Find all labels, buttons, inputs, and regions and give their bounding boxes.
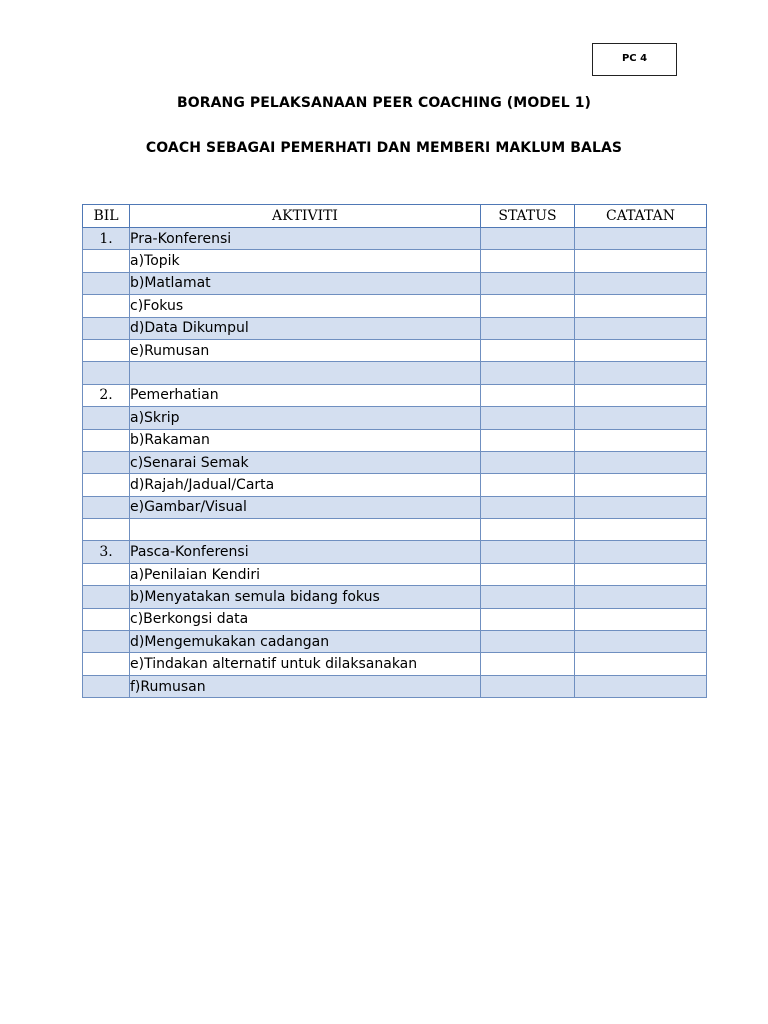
cell-status[interactable] (481, 608, 575, 630)
cell-bil: 2. (83, 384, 130, 406)
table-row (83, 631, 707, 653)
table-row (83, 429, 707, 451)
cell-bil: 1. (83, 228, 130, 250)
header-bil: BIL (83, 205, 130, 228)
cell-status[interactable] (481, 451, 575, 473)
cell-catatan[interactable] (575, 563, 707, 585)
table-row (83, 250, 707, 272)
table-row (83, 541, 707, 563)
cell-bil (83, 563, 130, 585)
table-row (83, 384, 707, 406)
cell-status[interactable] (481, 541, 575, 563)
cell-bil (83, 608, 130, 630)
cell-aktiviti: c)Berkongsi data (130, 608, 481, 630)
table-row (83, 362, 707, 384)
table-row (83, 228, 707, 250)
cell-aktiviti: d)Data Dikumpul (130, 317, 481, 339)
cell-bil (83, 496, 130, 518)
cell-status[interactable] (481, 429, 575, 451)
table-row (83, 653, 707, 675)
cell-status[interactable] (481, 384, 575, 406)
cell-catatan[interactable] (575, 339, 707, 361)
cell-aktiviti: c)Senarai Semak (130, 451, 481, 473)
cell-bil (83, 631, 130, 653)
cell-aktiviti: d)Rajah/Jadual/Carta (130, 474, 481, 496)
form-title: BORANG PELAKSANAAN PEER COACHING (MODEL 1) (176, 95, 592, 111)
cell-bil (83, 295, 130, 317)
cell-aktiviti: e)Gambar/Visual (130, 496, 481, 518)
table-row (83, 608, 707, 630)
cell-bil (83, 451, 130, 473)
cell-aktiviti: b)Matlamat (130, 272, 481, 294)
cell-aktiviti: c)Fokus (130, 295, 481, 317)
table-body (83, 228, 707, 698)
cell-catatan[interactable] (575, 250, 707, 272)
cell-status[interactable] (481, 631, 575, 653)
cell-aktiviti: f)Rumusan (130, 675, 481, 697)
cell-status[interactable] (481, 317, 575, 339)
table-row (83, 586, 707, 608)
cell-status[interactable] (481, 586, 575, 608)
form-subtitle: COACH SEBAGAI PEMERHATI DAN MEMBERI MAKLUM BALAS (145, 140, 623, 156)
cell-catatan[interactable] (575, 474, 707, 496)
header-status: STATUS (481, 205, 575, 228)
cell-status[interactable] (481, 272, 575, 294)
cell-aktiviti: e)Rumusan (130, 339, 481, 361)
cell-bil (83, 250, 130, 272)
table-row (83, 563, 707, 585)
table-row (83, 317, 707, 339)
header-aktiviti: AKTIVITI (130, 205, 481, 228)
cell-bil: 3. (83, 541, 130, 563)
cell-catatan[interactable] (575, 675, 707, 697)
cell-status[interactable] (481, 250, 575, 272)
cell-aktiviti: a)Penilaian Kendiri (130, 563, 481, 585)
cell-aktiviti: a)Skrip (130, 407, 481, 429)
cell-status[interactable] (481, 675, 575, 697)
form-code-box: PC 4 (592, 43, 677, 76)
cell-bil (83, 362, 130, 384)
header-row (83, 205, 707, 228)
cell-catatan[interactable] (575, 362, 707, 384)
cell-bil (83, 586, 130, 608)
table-header (83, 205, 707, 228)
cell-catatan[interactable] (575, 496, 707, 518)
cell-catatan[interactable] (575, 653, 707, 675)
cell-status[interactable] (481, 228, 575, 250)
cell-catatan[interactable] (575, 384, 707, 406)
cell-catatan[interactable] (575, 429, 707, 451)
table-row (83, 295, 707, 317)
cell-catatan[interactable] (575, 272, 707, 294)
cell-bil (83, 653, 130, 675)
cell-status[interactable] (481, 496, 575, 518)
cell-catatan[interactable] (575, 451, 707, 473)
cell-aktiviti: e)Tindakan alternatif untuk dilaksanakan (130, 653, 481, 675)
cell-bil (83, 339, 130, 361)
cell-bil (83, 675, 130, 697)
table-row (83, 407, 707, 429)
table-row (83, 519, 707, 541)
cell-catatan[interactable] (575, 295, 707, 317)
cell-aktiviti: Pemerhatian (130, 384, 481, 406)
cell-aktiviti: b)Menyatakan semula bidang fokus (130, 586, 481, 608)
cell-status[interactable] (481, 474, 575, 496)
cell-status[interactable] (481, 653, 575, 675)
cell-status[interactable] (481, 295, 575, 317)
cell-bil (83, 272, 130, 294)
cell-catatan[interactable] (575, 519, 707, 541)
cell-aktiviti: d)Mengemukakan cadangan (130, 631, 481, 653)
table-row (83, 474, 707, 496)
cell-catatan[interactable] (575, 317, 707, 339)
table-row (83, 496, 707, 518)
cell-status[interactable] (481, 563, 575, 585)
cell-aktiviti (130, 519, 481, 541)
cell-aktiviti: Pra-Konferensi (130, 228, 481, 250)
cell-catatan[interactable] (575, 631, 707, 653)
header-catatan: CATATAN (575, 205, 707, 228)
cell-catatan[interactable] (575, 407, 707, 429)
cell-bil (83, 474, 130, 496)
cell-bil (83, 317, 130, 339)
cell-catatan[interactable] (575, 608, 707, 630)
table-row (83, 272, 707, 294)
activity-table (82, 204, 707, 698)
cell-aktiviti: a)Topik (130, 250, 481, 272)
cell-status[interactable] (481, 339, 575, 361)
cell-catatan[interactable] (575, 541, 707, 563)
cell-bil (83, 407, 130, 429)
table-row (83, 675, 707, 697)
cell-bil (83, 519, 130, 541)
cell-catatan[interactable] (575, 586, 707, 608)
table-row (83, 451, 707, 473)
cell-status[interactable] (481, 407, 575, 429)
cell-status[interactable] (481, 362, 575, 384)
cell-aktiviti: b)Rakaman (130, 429, 481, 451)
cell-status[interactable] (481, 519, 575, 541)
table-row (83, 339, 707, 361)
cell-bil (83, 429, 130, 451)
cell-aktiviti (130, 362, 481, 384)
cell-aktiviti: Pasca-Konferensi (130, 541, 481, 563)
cell-catatan[interactable] (575, 228, 707, 250)
